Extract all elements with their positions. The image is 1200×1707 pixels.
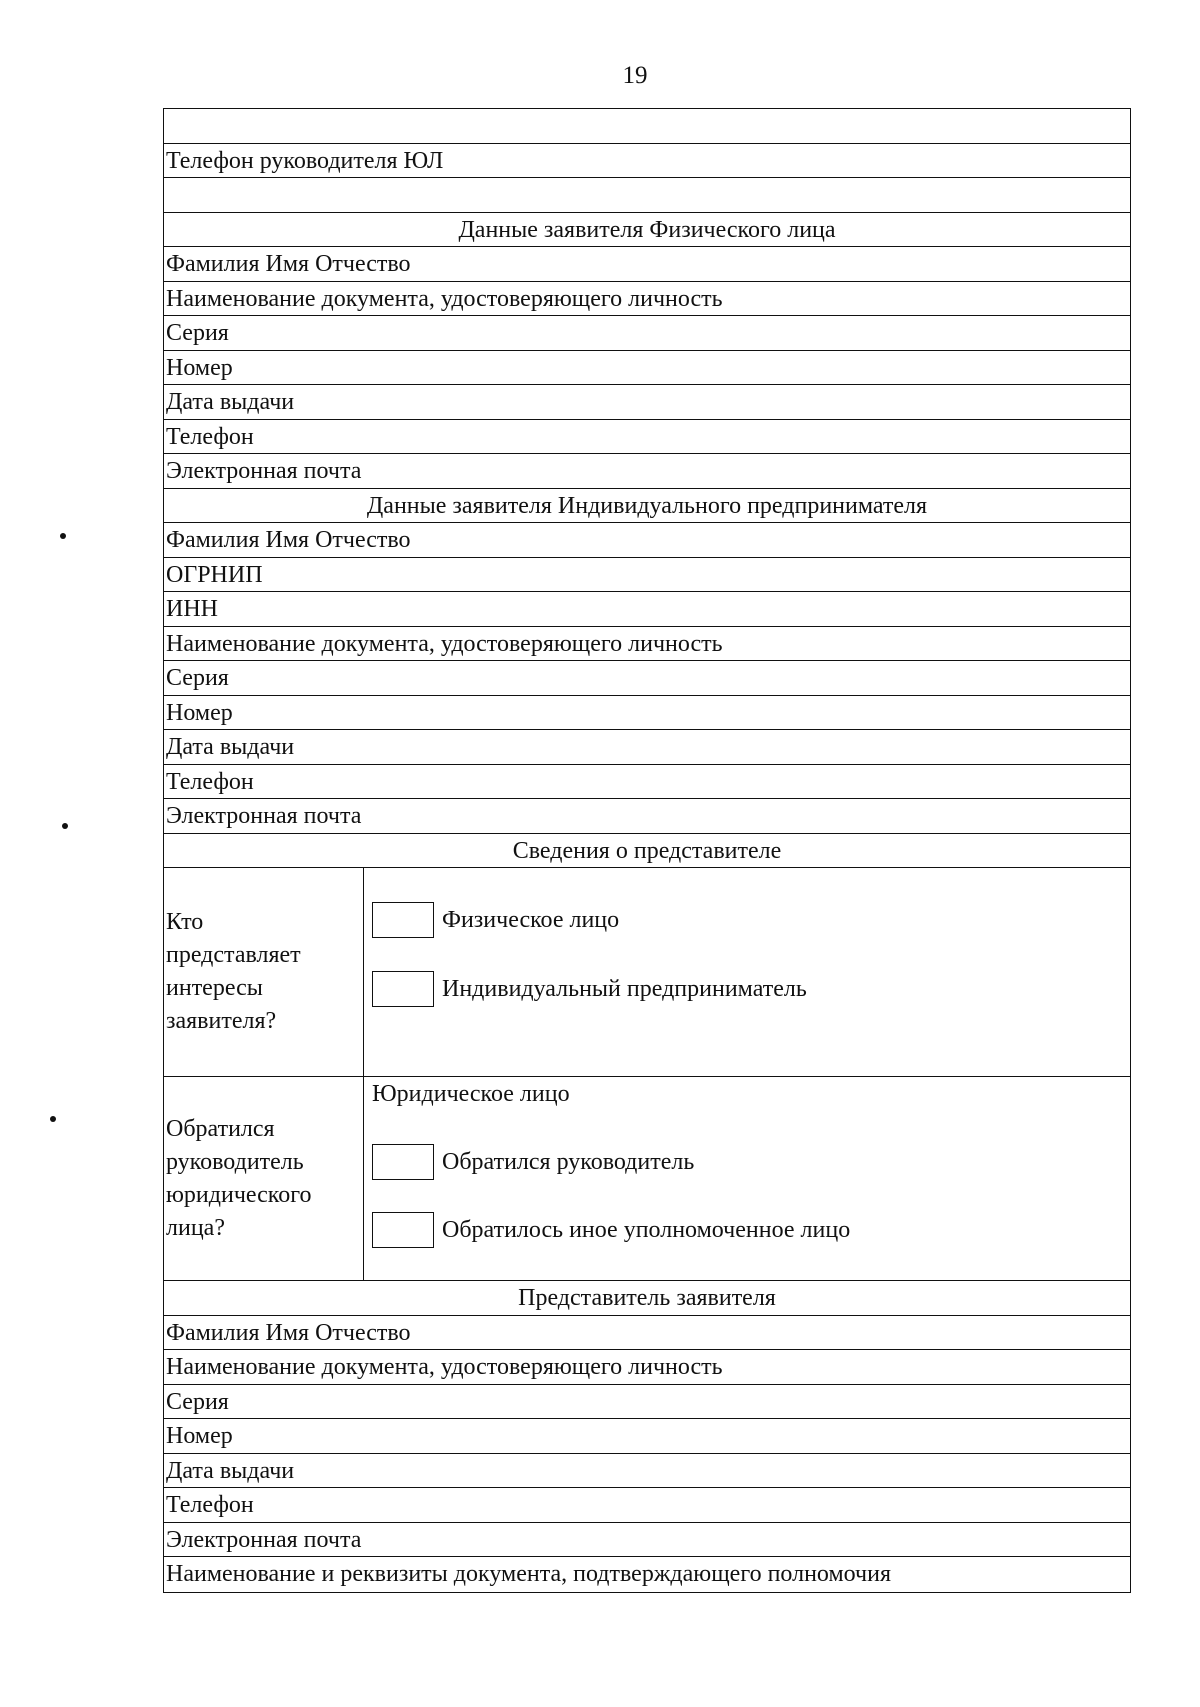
- form-row-series[interactable]: Серия: [164, 1385, 1130, 1420]
- section-title-applicant-representative: Представитель заявителя: [164, 1281, 1130, 1316]
- question-line: руководитель: [166, 1148, 304, 1175]
- form-row-id-document[interactable]: Наименование документа, удостоверяющего личность: [164, 1350, 1130, 1385]
- form-row-phone[interactable]: Телефон: [164, 1488, 1130, 1523]
- question-line: лица?: [166, 1214, 225, 1241]
- form-row-id-document[interactable]: Наименование документа, удостоверяющего личность: [164, 627, 1130, 662]
- question-line: интересы: [166, 975, 263, 1001]
- head-applied-block: [164, 1077, 1130, 1281]
- form-row-empty[interactable]: [164, 109, 1130, 144]
- form-row-issue-date[interactable]: Дата выдачи: [164, 385, 1130, 420]
- option-other-authorized[interactable]: [372, 1212, 850, 1248]
- form-row-issue-date[interactable]: Дата выдачи: [164, 730, 1130, 765]
- who-represents-block: [164, 868, 1130, 1077]
- option-label: Физическое лицо: [442, 906, 620, 933]
- form-row-authority-document[interactable]: Наименование и реквизиты документа, подтверждающего полномочия: [166, 1561, 891, 1587]
- head-applied-options: [364, 1077, 1130, 1280]
- individual-checkbox[interactable]: [372, 902, 434, 938]
- form-row-series[interactable]: Серия: [164, 661, 1130, 696]
- question-line: юридического: [166, 1181, 312, 1208]
- form-row-email[interactable]: Электронная почта: [164, 454, 1130, 489]
- option-label: Обратилось иное уполномоченное лицо: [442, 1216, 851, 1243]
- entrepreneur-checkbox[interactable]: [372, 971, 434, 1007]
- who-represents-options: [364, 868, 1130, 1076]
- application-form-table: [163, 108, 1131, 1593]
- option-entrepreneur[interactable]: [372, 971, 807, 1007]
- form-row-number[interactable]: Номер: [164, 1419, 1130, 1454]
- section-title-entrepreneur: Данные заявителя Индивидуального предпринимателя: [164, 489, 1130, 524]
- head-applied-checkbox[interactable]: [372, 1144, 434, 1180]
- page-number: 19: [622, 62, 648, 89]
- who-represents-question: [164, 868, 364, 1076]
- form-row-series[interactable]: Серия: [164, 316, 1130, 351]
- form-row-ogrnip[interactable]: ОГРНИП: [164, 558, 1130, 593]
- legal-entity-label: Юридическое лицо: [372, 1081, 570, 1107]
- section-title-individual: Данные заявителя Физического лица: [164, 213, 1130, 248]
- question-line: Кто: [166, 909, 204, 935]
- other-authorized-checkbox[interactable]: [372, 1212, 434, 1248]
- form-row-full-name[interactable]: Фамилия Имя Отчество: [164, 1316, 1130, 1351]
- margin-dot: [50, 1116, 56, 1122]
- form-row-number[interactable]: Номер: [164, 351, 1130, 386]
- question-line: Обратился: [166, 1115, 275, 1142]
- option-individual[interactable]: [372, 902, 619, 938]
- form-row-head-phone[interactable]: Телефон руководителя ЮЛ: [164, 144, 1130, 179]
- form-row-number[interactable]: Номер: [164, 696, 1130, 731]
- form-row-issue-date[interactable]: Дата выдачи: [164, 1454, 1130, 1489]
- question-line: заявителя?: [166, 1008, 277, 1034]
- margin-dot: [60, 533, 66, 539]
- form-row-id-document[interactable]: Наименование документа, удостоверяющего личность: [164, 282, 1130, 317]
- option-label: Обратился руководитель: [442, 1148, 695, 1175]
- form-row-phone[interactable]: Телефон: [164, 765, 1130, 800]
- section-title-representative-info: Сведения о представителе: [164, 834, 1130, 869]
- option-head-applied[interactable]: [372, 1144, 694, 1180]
- form-row-inn[interactable]: ИНН: [164, 592, 1130, 627]
- margin-dot: [62, 823, 68, 829]
- form-row-empty[interactable]: [164, 178, 1130, 213]
- head-applied-question: [164, 1077, 364, 1280]
- form-row-email[interactable]: Электронная почта: [164, 799, 1130, 834]
- question-line: представляет: [166, 942, 301, 968]
- option-label: Индивидуальный предприниматель: [442, 975, 807, 1002]
- form-row-full-name[interactable]: Фамилия Имя Отчество: [164, 247, 1130, 282]
- form-row-phone[interactable]: Телефон: [164, 420, 1130, 455]
- form-row-full-name[interactable]: Фамилия Имя Отчество: [164, 523, 1130, 558]
- form-row-email[interactable]: Электронная почта: [164, 1523, 1130, 1558]
